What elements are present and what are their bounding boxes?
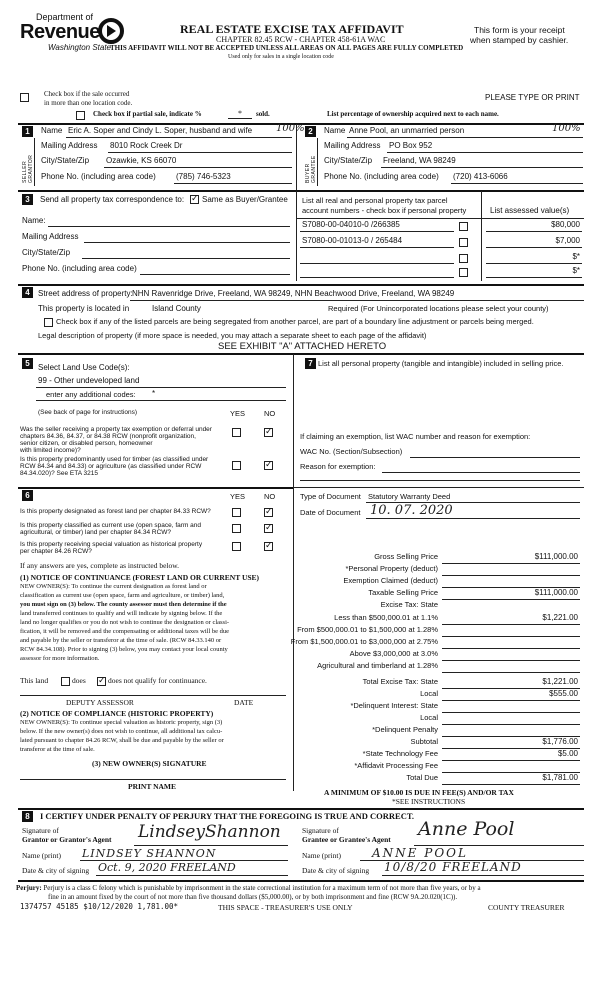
seller-phone-label: Phone No. (including area code) bbox=[41, 172, 156, 181]
does-checkbox[interactable] bbox=[61, 677, 70, 686]
notice-line: NEW OWNER(S): To continue special valuation as historic property, sign (3) bbox=[20, 719, 223, 726]
notice1-title: (1) NOTICE OF CONTINUANCE (FOREST LAND OR CURRENT USE) bbox=[20, 573, 260, 582]
historic-no-checkbox[interactable]: ✓ bbox=[265, 541, 273, 551]
does-not-checkbox[interactable]: ✓ bbox=[98, 676, 106, 686]
personal-property-checkbox[interactable] bbox=[459, 254, 468, 263]
q-text: with limited income)? bbox=[20, 447, 81, 454]
same-as-buyer-label: Same as Buyer/Grantee bbox=[202, 195, 288, 204]
new-owner-signature-label: (3) NEW OWNER(S) SIGNATURE bbox=[92, 759, 207, 768]
parcel-header2: account numbers - check box if personal property bbox=[302, 206, 467, 215]
doc-date-label: Date of Document bbox=[300, 508, 361, 517]
parcel-id[interactable]: S7080-00-01013-0 / 265484 bbox=[302, 236, 403, 245]
notice-line: fication, it will be removed and the compensating or additional taxes will be due bbox=[20, 628, 230, 635]
seller-city-label: City/State/Zip bbox=[41, 156, 90, 165]
notice-line: lated pursuant to chapter 84.26 RCW, shall be due and payable by the seller or bbox=[20, 737, 224, 744]
legal-description-label: Legal description of property (if more space is needed, you may attach a separate sheet to each page of the affidavit) bbox=[38, 331, 427, 340]
historic-yes-checkbox[interactable] bbox=[232, 542, 241, 551]
buyer-phone[interactable]: (720) 413-6066 bbox=[453, 172, 508, 181]
grantor-name-label: Name (print) bbox=[22, 851, 61, 860]
form-chapter: CHAPTER 82.45 RCW - CHAPTER 458-61A WAC bbox=[216, 35, 386, 44]
seller-name-label: Name bbox=[41, 126, 63, 135]
used-only: Used only for sales in a single location code bbox=[228, 54, 334, 60]
perjury-line1 bbox=[16, 884, 481, 892]
q-text: senior citizen, or disabled person, homeowner bbox=[20, 440, 153, 447]
parcel-value[interactable]: $80,000 bbox=[551, 220, 580, 229]
forest-no-checkbox[interactable]: ✓ bbox=[265, 507, 273, 517]
section-8-number: 8 bbox=[22, 811, 33, 822]
seller-name[interactable]: Eric A. Soper and Cindy L. Soper, husband and wife bbox=[68, 126, 253, 135]
notice-line: and payable by the seller or transferor at the time of sale. (RCW 84.33.140 or bbox=[20, 637, 222, 644]
tax-label: *Delinquent Penalty bbox=[372, 725, 438, 734]
seller-address[interactable]: 8010 Rock Creek Dr bbox=[110, 141, 183, 150]
personal-property-checkbox[interactable] bbox=[459, 238, 468, 247]
grantee-name-label: Name (print) bbox=[302, 851, 341, 860]
receipt-line2: when stamped by cashier. bbox=[470, 35, 569, 45]
grantee-name-print[interactable]: ANNE POOL bbox=[372, 846, 468, 860]
partial-sale-pct[interactable]: * bbox=[228, 109, 252, 119]
q-text: RCW 84.34 and 84.33) or agriculture (as classified under RCW bbox=[20, 463, 202, 470]
tax-label: Local bbox=[420, 689, 438, 698]
no-checkbox[interactable]: ✓ bbox=[265, 427, 273, 437]
does-not-label: does not qualify for continuance. bbox=[108, 676, 207, 685]
receipt-line1: This form is your receipt bbox=[474, 25, 565, 35]
tax-label: Excise Tax: State bbox=[380, 600, 438, 609]
buyer-phone-label: Phone No. (including area code) bbox=[324, 172, 439, 181]
minimum-due-note: A MINIMUM OF $10.00 IS DUE IN FEE(S) AND/OR TAX bbox=[324, 788, 514, 797]
yes-checkbox[interactable] bbox=[232, 428, 241, 437]
buyer-city[interactable]: Freeland, WA 98249 bbox=[383, 156, 456, 165]
reason-label: Reason for exemption: bbox=[300, 462, 376, 471]
doc-date[interactable]: 10. 07. 2020 bbox=[370, 503, 453, 518]
s3-phone-label: Phone No. (including area code) bbox=[22, 264, 137, 273]
grantee-signature[interactable]: Anne Pool bbox=[418, 818, 515, 840]
tax-value[interactable]: $555.00 bbox=[549, 689, 578, 698]
tax-label: Less than $500,000.01 at 1.1% bbox=[334, 613, 438, 622]
no-checkbox[interactable]: ✓ bbox=[265, 460, 273, 470]
tax-label: Exemption Claimed (deduct) bbox=[343, 576, 438, 585]
tax-value[interactable]: $1,776.00 bbox=[542, 737, 578, 746]
perjury-text: Perjury is a class C felony which is punishable by imprisonment in the state correctional institution for a maximum term of not more than five years, or by a bbox=[41, 884, 481, 892]
additional-codes[interactable]: * bbox=[152, 389, 156, 398]
print-name-label: PRINT NAME bbox=[128, 782, 176, 791]
yes-checkbox[interactable] bbox=[232, 461, 241, 470]
s3-addr-label: Mailing Address bbox=[22, 232, 79, 241]
buyer-city-label: City/State/Zip bbox=[324, 156, 373, 165]
exemption-claim-label: If claiming an exemption, list WAC number and reason for exemption: bbox=[300, 432, 531, 441]
s6-no-header: NO bbox=[264, 492, 276, 501]
county-treasurer: COUNTY TREASURER bbox=[488, 903, 565, 912]
q-text: Is this property predominantly used for timber (as classified under bbox=[20, 456, 209, 463]
grantee-sig-label2: Grantee or Grantee's Agent bbox=[302, 835, 391, 844]
notice-line: land transferred continues to qualify and will indicate by signing below. If the bbox=[20, 610, 223, 617]
tax-label: Local bbox=[420, 713, 438, 722]
tax-label: Taxable Selling Price bbox=[368, 588, 438, 597]
seller-side-label: SELLER GRANTOR bbox=[22, 154, 34, 183]
tax-label: Total Excise Tax: State bbox=[362, 677, 438, 686]
partial-sale-label: Check box if partial sale, indicate % bbox=[93, 110, 202, 118]
yes-header: YES bbox=[230, 409, 246, 418]
see-instructions-note: *SEE INSTRUCTIONS bbox=[392, 797, 466, 806]
notice-line: NEW OWNER(S): To continue the current designation as forest land or bbox=[20, 583, 207, 590]
tax-value[interactable]: $111,000.00 bbox=[534, 552, 578, 561]
tax-label: *Delinquent Interest: State bbox=[350, 701, 438, 710]
land-use-code[interactable]: 99 - Other undeveloped land bbox=[38, 376, 140, 385]
tax-label: Total Due bbox=[406, 773, 438, 782]
same-as-buyer-checkbox[interactable]: ✓ bbox=[191, 194, 199, 204]
dor-logo-icon bbox=[98, 18, 124, 44]
ownership-note: List percentage of ownership acquired next to each name. bbox=[327, 110, 499, 118]
located-in-label: This property is located in bbox=[38, 304, 130, 313]
buyer-addr-label: Mailing Address bbox=[324, 141, 381, 150]
notice2-title: (2) NOTICE OF COMPLIANCE (HISTORIC PROPERTY) bbox=[20, 709, 214, 718]
grantor-name-print[interactable]: LINDSEY SHANNON bbox=[82, 847, 217, 860]
historic-question1: Is this property receiving special valuation as historical property bbox=[20, 541, 203, 548]
form-warning: THIS AFFIDAVIT WILL NOT BE ACCEPTED UNLESS ALL AREAS ON ALL PAGES ARE FULLY COMPLETED bbox=[110, 44, 464, 52]
grantor-date-label: Date & city of signing bbox=[22, 866, 90, 875]
treasurer-use-only: THIS SPACE - TREASURER'S USE ONLY bbox=[218, 903, 353, 912]
grantee-date-label: Date & city of signing bbox=[302, 866, 370, 875]
does-label: does bbox=[72, 676, 86, 685]
tax-label: *State Technology Fee bbox=[362, 749, 438, 758]
multi-location-checkbox[interactable] bbox=[20, 93, 29, 102]
seller-pct[interactable]: 100% bbox=[276, 123, 305, 134]
buyer-side-label: BUYER GRANTEE bbox=[305, 155, 317, 183]
land-use-label: Select Land Use Code(s): bbox=[38, 363, 130, 372]
tax-label: Above $3,000,000 at 3.0% bbox=[349, 649, 438, 658]
grantor-signature[interactable]: LindseyShannon bbox=[138, 822, 281, 842]
current-use-question2: agricultural, or timber) land per chapter 84.34 RCW? bbox=[20, 529, 172, 536]
tax-label: Gross Selling Price bbox=[374, 552, 438, 561]
tax-label: From $1,500,000.01 to $3,000,000 at 2.75% bbox=[290, 637, 438, 646]
notice-line: you must sign on (3) below. The county assessor must then determine if the bbox=[20, 601, 227, 608]
section-7-number: 7 bbox=[305, 358, 316, 369]
current-use-yes-checkbox[interactable] bbox=[232, 524, 241, 533]
see-back-note: (See back of page for instructions) bbox=[38, 409, 137, 416]
grantor-sig-label2: Grantor or Grantor's Agent bbox=[22, 835, 112, 844]
tax-label: Subtotal bbox=[410, 737, 438, 746]
street-address-label: Street address of property: bbox=[38, 289, 133, 298]
s6-yes-header: YES bbox=[230, 492, 246, 501]
dept-line2: Revenue bbox=[20, 21, 100, 43]
legal-description-value[interactable]: SEE EXHIBIT "A" ATTACHED HERETO bbox=[218, 341, 387, 352]
tax-value[interactable]: $111,000.00 bbox=[534, 588, 578, 597]
deputy-assessor-label: DEPUTY ASSESSOR bbox=[66, 698, 134, 707]
grantee-date-city[interactable]: 10/8/20 FREELAND bbox=[384, 860, 522, 874]
q-text: chapters 84.36, 84.37, or 84.38 RCW (nonprofit organization, bbox=[20, 433, 196, 440]
section-5-number: 5 bbox=[22, 358, 33, 369]
tax-label: Agricultural and timberland at 1.28% bbox=[317, 661, 438, 670]
buyer-pct[interactable]: 100% bbox=[552, 123, 581, 134]
certify-statement: I CERTIFY UNDER PENALTY OF PERJURY THAT THE FOREGOING IS TRUE AND CORRECT. bbox=[40, 811, 415, 821]
multi-location-label1: Check box if the sale occurred bbox=[44, 90, 130, 98]
parcel-header1: List all real and personal property tax parcel bbox=[302, 196, 448, 205]
tax-label: *Personal Property (deduct) bbox=[345, 564, 438, 573]
forest-yes-checkbox[interactable] bbox=[232, 508, 241, 517]
parcel-value[interactable]: $* bbox=[572, 252, 580, 261]
send-correspondence-label: Send all property tax correspondence to: bbox=[40, 195, 185, 204]
county-select[interactable]: Island County bbox=[152, 304, 201, 313]
seller-phone[interactable]: (785) 746-5323 bbox=[176, 172, 231, 181]
seller-city[interactable]: Ozawkie, KS 66070 bbox=[106, 156, 177, 165]
section-1-number: 1 bbox=[22, 126, 33, 137]
parcel-value[interactable]: $7,000 bbox=[555, 236, 580, 245]
seller-addr-label: Mailing Address bbox=[41, 141, 98, 150]
tax-label: From $500,000.01 to $1,500,000 at 1.28% bbox=[297, 625, 438, 634]
perjury-line2: fine in an amount fixed by the court of not more than five thousand dollars ($5,000.00), or by both imprisonment and fine (RCW 9A.20.020(1C)). bbox=[48, 893, 458, 901]
wac-label: WAC No. (Section/Subsection) bbox=[300, 447, 403, 456]
q-text: 84.34.020)? See ETA 3215 bbox=[20, 470, 98, 477]
s3-name-label: Name: bbox=[22, 216, 46, 225]
assessed-value-header: List assessed value(s) bbox=[490, 206, 570, 215]
forest-question: Is this property designated as forest land per chapter 84.33 RCW? bbox=[20, 508, 211, 515]
deputy-date-label: DATE bbox=[234, 698, 254, 707]
tax-label: *Affidavit Processing Fee bbox=[354, 761, 438, 770]
personal-property-checkbox[interactable] bbox=[459, 268, 468, 277]
street-address[interactable]: NHN Ravenridge Drive, Freeland, WA 98249, NHN Beachwood Drive, Freeland, WA 98249 bbox=[132, 289, 455, 298]
q-text: Was the seller receiving a property tax exemption or deferral under bbox=[20, 426, 212, 433]
section-4-number: 4 bbox=[22, 287, 33, 298]
notice-line: assessor for more information. bbox=[20, 655, 100, 662]
historic-question2: per chapter 84.26 RCW? bbox=[20, 548, 92, 555]
parcel-value[interactable]: $* bbox=[572, 266, 580, 275]
additional-codes-label: enter any additional codes: bbox=[46, 390, 136, 399]
tax-value[interactable]: $1,221.00 bbox=[542, 613, 578, 622]
doc-type-label: Type of Document bbox=[300, 492, 361, 501]
current-use-question1: Is this property classified as current use (open space, farm and bbox=[20, 522, 202, 529]
segregated-checkbox[interactable] bbox=[44, 318, 53, 327]
grantee-sig-label1: Signature of bbox=[302, 826, 339, 835]
notice-line: RCW 84.34.108). Prior to signing (3) below, you may contact your local county bbox=[20, 646, 228, 653]
segregated-label: Check box if any of the listed parcels are being segregated from another parcel, are part of a boundary line adjustment or parcels being merged. bbox=[56, 317, 534, 326]
grantor-date-city[interactable]: Oct. 9, 2020 FREELAND bbox=[98, 861, 236, 874]
tax-value[interactable]: $1,221.00 bbox=[542, 677, 578, 686]
buyer-name-label: Name bbox=[324, 126, 346, 135]
dept-line1: Department of bbox=[36, 12, 94, 22]
tax-value[interactable]: $5.00 bbox=[557, 749, 578, 758]
any-yes-note: If any answers are yes, complete as instructed below. bbox=[20, 561, 180, 570]
dept-line3: Washington State bbox=[48, 43, 112, 52]
form-title: REAL ESTATE EXCISE TAX AFFIDAVIT bbox=[180, 22, 404, 36]
notice-line: land no longer qualifies or you do not wish to continue the designation or classi- bbox=[20, 619, 230, 626]
tax-value[interactable]: $1,781.00 bbox=[542, 773, 578, 782]
buyer-name[interactable]: Anne Pool, an unmarried person bbox=[349, 126, 465, 135]
notice-line: transferor at the time of sale. bbox=[20, 746, 95, 753]
section-2-number: 2 bbox=[305, 126, 316, 137]
personal-property-checkbox[interactable] bbox=[459, 222, 468, 231]
section-6-number: 6 bbox=[22, 490, 33, 501]
notice-line: classification as current use (open space, farm and agriculture, or timber) land, bbox=[20, 592, 225, 599]
grantor-sig-label1: Signature of bbox=[22, 826, 59, 835]
section-3-number: 3 bbox=[22, 194, 33, 205]
partial-sale-checkbox[interactable] bbox=[76, 111, 85, 120]
this-land-label: This land bbox=[20, 676, 49, 685]
treasurer-stamp: 1374757 45185 $10/12/2020 1,781.00* bbox=[20, 902, 179, 911]
buyer-address[interactable]: PO Box 952 bbox=[389, 141, 433, 150]
notice-line: below. If the new owner(s) does not wish to continue, all additional tax calcu- bbox=[20, 728, 223, 735]
multi-location-label2: in more than one location code. bbox=[44, 99, 133, 107]
personal-property-label: List all personal property (tangible and intangible) included in selling price. bbox=[318, 359, 564, 368]
current-use-no-checkbox[interactable]: ✓ bbox=[265, 523, 273, 533]
partial-sale-sold: sold. bbox=[256, 110, 270, 118]
s3-city-label: City/State/Zip bbox=[22, 248, 71, 257]
no-header: NO bbox=[264, 409, 276, 418]
perjury-bold: Perjury: bbox=[16, 884, 42, 892]
parcel-id[interactable]: S7080-00-04010-0 /266385 bbox=[302, 220, 400, 229]
type-or-print: PLEASE TYPE OR PRINT bbox=[485, 93, 580, 102]
doc-type[interactable]: Statutory Warranty Deed bbox=[368, 492, 451, 501]
required-note: Required (For Unincorporated locations please select your county) bbox=[328, 304, 549, 313]
